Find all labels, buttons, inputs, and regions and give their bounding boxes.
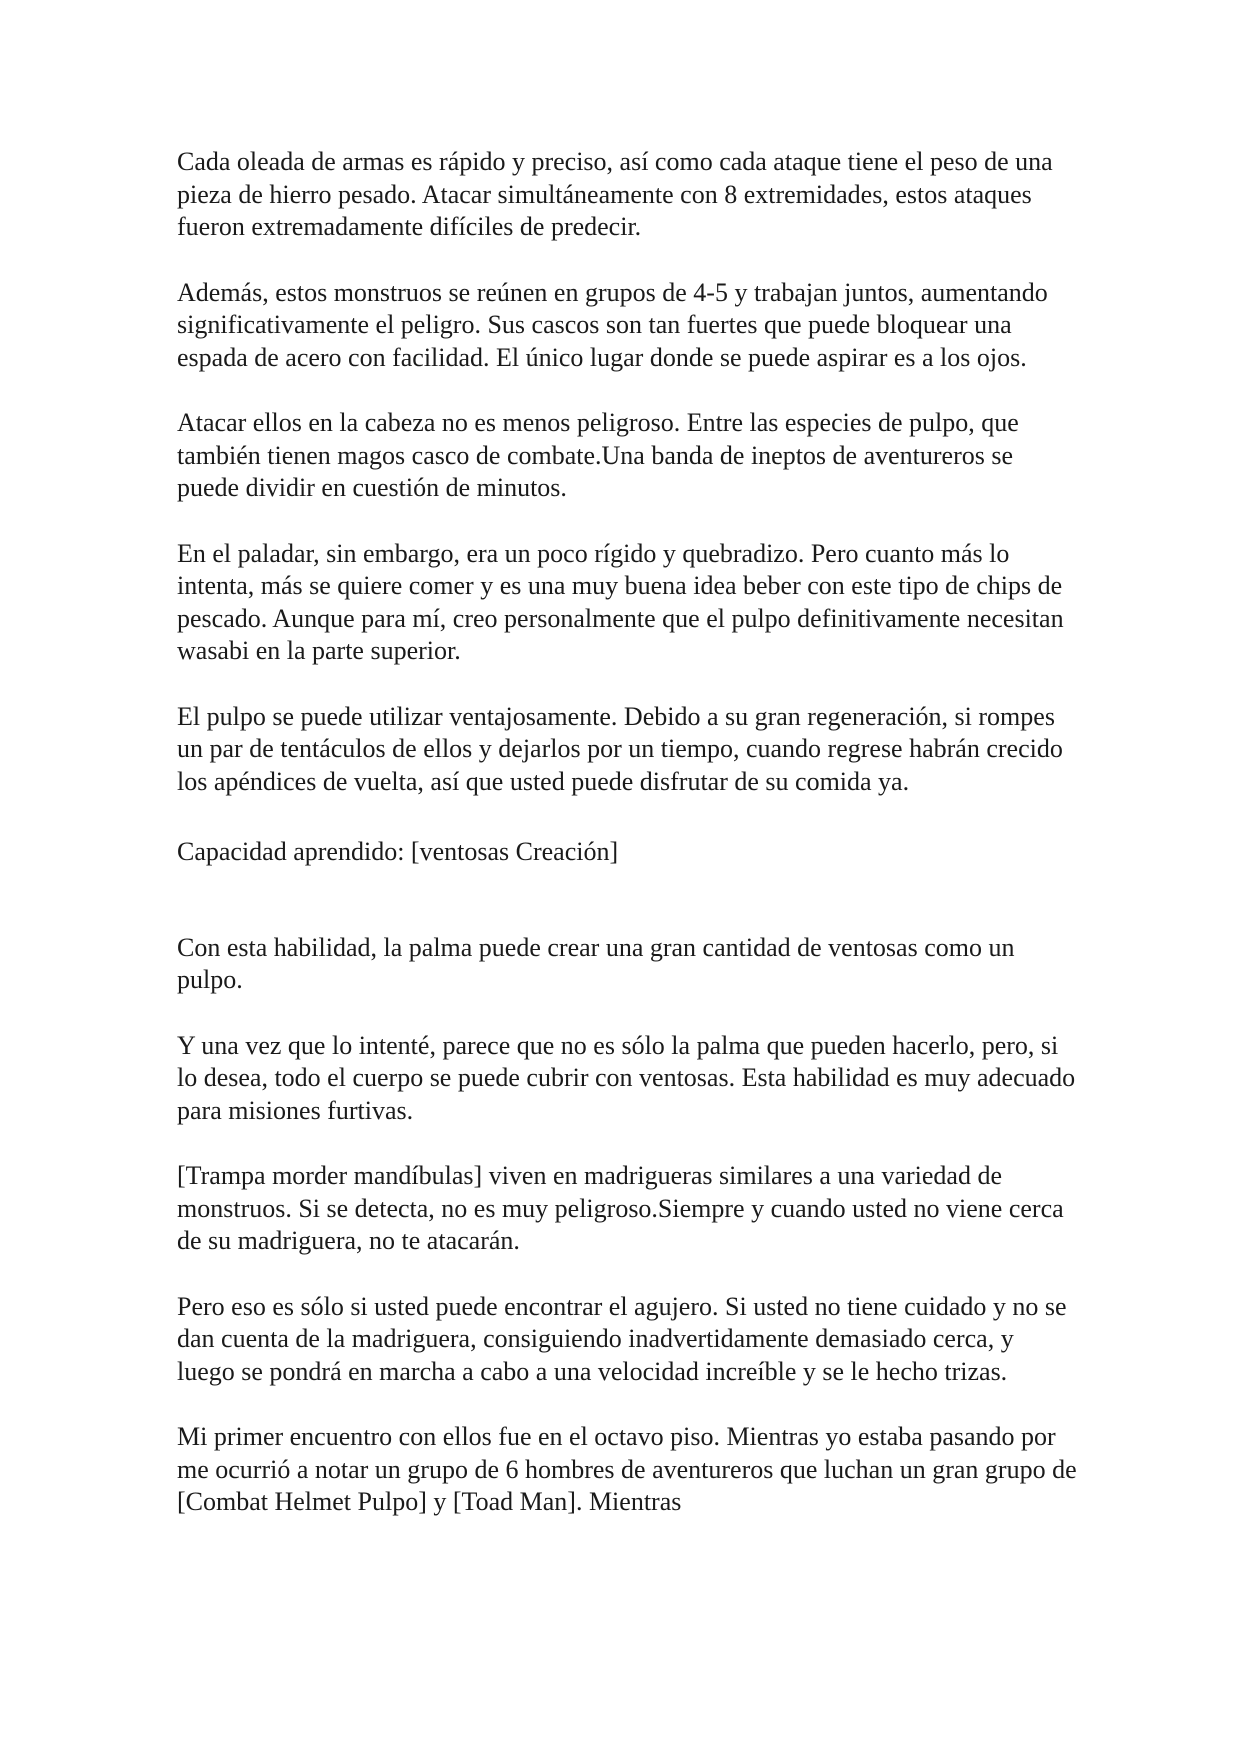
paragraph-taste: En el paladar, sin embargo, era un poco rígido y quebradizo. Pero cuanto más lo intenta, más se quiere comer y es una muy buena idea beber con este tipo de chips de pescado. Aunque para mí, creo personalmente que el pulpo definitivamente necesitan wasabi en la parte superior. [177, 538, 1064, 665]
paragraph-head-attack: Atacar ellos en la cabeza no es menos peligroso. Entre las especies de pulpo, que también tienen magos casco de combate.Una banda de ineptos de aventureros se puede dividir en cuestión de minutos. [177, 408, 1019, 502]
paragraph-ability-learned: Capacidad aprendido: [ventosas Creación] [177, 837, 619, 866]
paragraph-whole-body: Y una vez que lo intenté, parece que no es sólo la palma que pueden hacerlo, pero, si lo desea, todo el cuerpo se puede cubrir con ventosas. Esta habilidad es muy adecuado para misiones furtivas. [177, 1030, 1076, 1125]
document-body [177, 146, 1077, 1519]
paragraph-monster-groups: Además, estos monstruos se reúnen en grupos de 4-5 y trabajan juntos, aumentando significativamente el peligro. Sus cascos son tan fuertes que puede bloquear una espada de acero con facilidad. El único lugar donde se puede aspirar es a los ojos. [177, 277, 1048, 372]
paragraph-first-encounter: Mi primer encuentro con ellos fue en el octavo piso. Mientras yo estaba pasando por me ocurrió a notar un grupo de 6 hombres de aventureros que luchan un gran grupo de [Combat Helmet Pulpo] y [Toad Man]. Mientras [177, 1422, 1077, 1516]
paragraph-burrow-danger: Pero eso es sólo si usted puede encontrar el agujero. Si usted no tiene cuidado y no se dan cuenta de la madriguera, consiguiendo inadvertidamente demasiado cerca, y luego se pondrá en marcha a cabo a una velocidad increíble y se le hecho trizas. [177, 1291, 1067, 1386]
paragraph-regeneration: El pulpo se puede utilizar ventajosamente. Debido a su gran regeneración, si rompes un par de tentáculos de ellos y dejarlos por un tiempo, cuando regrese habrán crecido los apéndices de vuelta, así que usted puede disfrutar de su comida ya. [177, 701, 1063, 796]
paragraph-weapon-waves: Cada oleada de armas es rápido y preciso, así como cada ataque tiene el peso de una pieza de hierro pesado. Atacar simultáneamente con 8 extremidades, estos ataques fueron extremadamente difíciles de predecir. [177, 147, 1053, 241]
paragraph-suction-palm: Con esta habilidad, la palma puede crear una gran cantidad de ventosas como un pulpo. [177, 932, 1015, 994]
paragraph-trap-jaws: [Trampa morder mandíbulas] viven en madrigueras similares a una variedad de monstruos. Si se detecta, no es muy peligroso.Siempre y cuando usted no viene cerca de su madriguera, no te atacarán. [177, 1161, 1064, 1255]
